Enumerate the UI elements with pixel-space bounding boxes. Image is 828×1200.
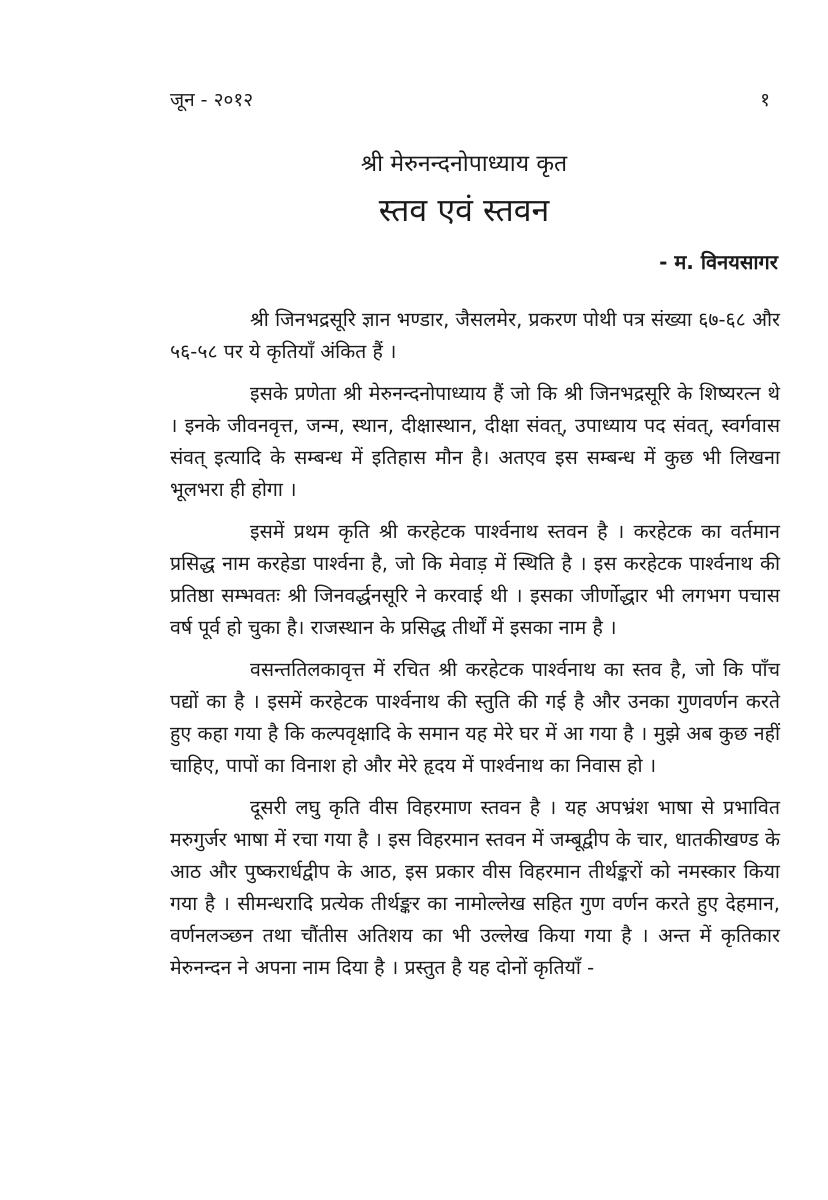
article-author: - म. विनयसागर <box>659 250 778 274</box>
paragraph: दूसरी लघु कृति वीस विहरमाण स्तवन है । यह अपभ्रंश भाषा से प्रभावित मरुगुर्जर भाषा में रचा गया है । इस विहरमान स्तवन में जम्बूद्वीप के चार, धातकीखण्ड के आठ और पुष्करार्धद्वीप के आठ, इस प्रकार वीस विहरमान तीर्थङ्करों को नमस्कार किया गया है । सीमन्धरादि प्रत्येक तीर्थङ्कर का नामोल्लेख सहित गुण वर्णन करते हुए देहमान, वर्णनलञ्छन तथा चौंतीस अतिशय का भी उल्लेख किया गया है । अन्त में कृतिकार मेरुनन्दन ने अपना नाम दिया है । प्रस्तुत है यह दोनों कृतियाँ - <box>170 796 780 979</box>
article-kicker: श्री मेरुनन्दनोपाध्याय कृत <box>360 151 568 177</box>
article-body <box>170 304 780 994</box>
page-header <box>170 84 770 114</box>
paragraph: श्री जिनभद्रसूरि ज्ञान भण्डार, जैसलमेर, प्रकरण पोथी पत्र संख्या ६७-६८ और ५६-५८ पर ये कृतियाँ अंकित हैं । <box>170 308 780 363</box>
paragraph: वसन्ततिलकावृत्त में रचित श्री करहेटक पार्श्वनाथ का स्तव है, जो कि पाँच पद्यों का है । इसमें करहेटक पार्श्वनाथ की स्तुति की गई है और उनका गुणवर्णन करते हुए कहा गया है कि कल्पवृक्षादि के समान यह मेरे घर में आ गया है । मुझे अब कुछ नहीं चाहिए, पापों का विनाश हो और मेरे हृदय में पार्श्वनाथ का निवास हो । <box>170 658 780 777</box>
page-number: १ <box>760 89 770 111</box>
paragraph: इसके प्रणेता श्री मेरुनन्दनोपाध्याय हैं जो कि श्री जिनभद्रसूरि के शिष्यरत्न थे । इनके जीवनवृत्त, जन्म, स्थान, दीक्षास्थान, दीक्षा संवत्, उपाध्याय पद संवत्, स्वर्गवास संवत् इत्यादि के सम्बन्ध में इतिहास मौन है। अतएव इस सम्बन्ध में कुछ भी लिखना भूलभरा ही होगा । <box>170 382 780 501</box>
article-title: स्तव एवं स्तवन <box>378 191 550 229</box>
running-title: जून - २०१२ <box>170 89 254 111</box>
paragraph: इसमें प्रथम कृति श्री करहेटक पार्श्वनाथ स्तवन है । करहेटक का वर्तमान प्रसिद्ध नाम करहेडा पार्श्वना है, जो कि मेवाड़ में स्थिति है । इस करहेटक पार्श्वनाथ की प्रतिष्ठा सम्भवतः श्री जिनवर्द्धनसूरि ने करवाई थी । इसका जीर्णोद्धार भी लगभग पचास वर्ष पूर्व हो चुका है। राजस्थान के प्रसिद्ध तीर्थों में इसका नाम है । <box>170 520 780 639</box>
